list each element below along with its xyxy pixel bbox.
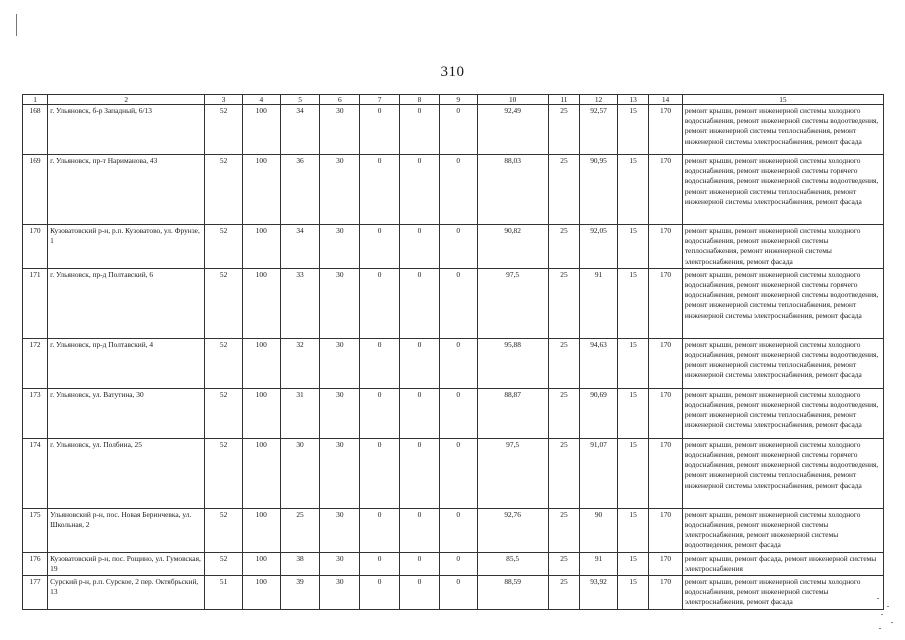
value-cell: 100 — [242, 105, 280, 155]
value-cell: 30 — [320, 105, 360, 155]
table-row — [23, 268, 884, 338]
value-cell: 0 — [360, 576, 400, 610]
value-cell: 0 — [360, 225, 400, 269]
address-cell: Кузоватовский р-н, р.п. Кузоватово, ул. Фрунзе, 1 — [48, 225, 205, 269]
row-number: 177 — [23, 576, 48, 610]
value-cell: 25 — [548, 438, 579, 508]
column-header: 8 — [400, 95, 440, 105]
value-cell: 30 — [320, 552, 360, 575]
value-cell: 30 — [320, 388, 360, 438]
works-cell: ремонт крыши, ремонт фасада, ремонт инженерной системы электроснабжения — [682, 552, 883, 575]
value-cell: 170 — [649, 225, 683, 269]
value-cell: 100 — [242, 552, 280, 575]
table-row — [23, 552, 884, 575]
value-cell: 0 — [439, 225, 477, 269]
value-cell: 0 — [439, 155, 477, 225]
value-cell: 97,5 — [477, 268, 548, 338]
value-cell: 90,95 — [580, 155, 618, 225]
row-number: 175 — [23, 508, 48, 552]
value-cell: 15 — [617, 576, 648, 610]
value-cell: 92,57 — [580, 105, 618, 155]
value-cell: 0 — [400, 576, 440, 610]
scan-margin-mark — [16, 14, 17, 36]
value-cell: 15 — [617, 552, 648, 575]
value-cell: 31 — [280, 388, 320, 438]
value-cell: 88,03 — [477, 155, 548, 225]
value-cell: 170 — [649, 388, 683, 438]
value-cell: 0 — [360, 338, 400, 388]
value-cell: 52 — [205, 105, 243, 155]
column-header: 4 — [242, 95, 280, 105]
works-cell: ремонт крыши, ремонт инженерной системы холодного водоснабжения, ремонт инженерной системы водоотведения, ремонт инженерной системы теплоснабжения, ремонт инженерной системы электроснабжения, ремонт фасада — [682, 105, 883, 155]
value-cell: 52 — [205, 268, 243, 338]
works-cell: ремонт крыши, ремонт инженерной системы холодного водоснабжения, ремонт инженерной системы водоотведения, ремонт инженерной системы теплоснабжения, ремонт инженерной системы электроснабжения, ремонт фасада — [682, 338, 883, 388]
value-cell: 25 — [548, 508, 579, 552]
value-cell: 0 — [439, 268, 477, 338]
table-row — [23, 155, 884, 225]
works-cell: ремонт крыши, ремонт инженерной системы холодного водоснабжения, ремонт инженерной системы горячего водоснабжения, ремонт инженерной системы водоотведения, ремонт инженерной системы теплоснабжения, ремонт инженерной системы электроснабжения, ремонт фасада — [682, 438, 883, 508]
address-cell: г. Ульяновск, ул. Ватутина, 30 — [48, 388, 205, 438]
column-header: 5 — [280, 95, 320, 105]
value-cell: 0 — [439, 508, 477, 552]
value-cell: 15 — [617, 388, 648, 438]
value-cell: 100 — [242, 155, 280, 225]
value-cell: 38 — [280, 552, 320, 575]
value-cell: 15 — [617, 508, 648, 552]
table-body — [23, 105, 884, 610]
value-cell: 92,76 — [477, 508, 548, 552]
value-cell: 30 — [320, 438, 360, 508]
value-cell: 100 — [242, 388, 280, 438]
value-cell: 170 — [649, 268, 683, 338]
column-header: 1 — [23, 95, 48, 105]
value-cell: 0 — [439, 388, 477, 438]
value-cell: 34 — [280, 105, 320, 155]
address-cell: Кузоватовский р-н, пос. Рощино, ул. Гумовская, 19 — [48, 552, 205, 575]
value-cell: 0 — [400, 552, 440, 575]
value-cell: 51 — [205, 576, 243, 610]
value-cell: 100 — [242, 508, 280, 552]
column-header: 11 — [548, 95, 579, 105]
works-cell: ремонт крыши, ремонт инженерной системы холодного водоснабжения, ремонт инженерной системы теплоснабжения, ремонт инженерной системы электроснабжения, ремонт фасада — [682, 225, 883, 269]
row-number: 171 — [23, 268, 48, 338]
column-header: 10 — [477, 95, 548, 105]
value-cell: 25 — [548, 225, 579, 269]
value-cell: 85,5 — [477, 552, 548, 575]
value-cell: 25 — [548, 268, 579, 338]
value-cell: 52 — [205, 388, 243, 438]
value-cell: 0 — [400, 268, 440, 338]
row-number: 172 — [23, 338, 48, 388]
address-cell: г. Ульяновск, пр-д Полтавский, 6 — [48, 268, 205, 338]
value-cell: 170 — [649, 552, 683, 575]
row-number: 168 — [23, 105, 48, 155]
value-cell: 30 — [280, 438, 320, 508]
value-cell: 0 — [360, 552, 400, 575]
value-cell: 0 — [400, 155, 440, 225]
address-cell: Сурский р-н, р.п. Сурское, 2 пер. Октябрьский, 13 — [48, 576, 205, 610]
value-cell: 170 — [649, 155, 683, 225]
address-cell: г. Ульяновск, пр-т Нариманова, 43 — [48, 155, 205, 225]
value-cell: 25 — [548, 552, 579, 575]
value-cell: 91 — [580, 552, 618, 575]
column-header: 6 — [320, 95, 360, 105]
row-number: 170 — [23, 225, 48, 269]
value-cell: 170 — [649, 576, 683, 610]
value-cell: 88,59 — [477, 576, 548, 610]
value-cell: 0 — [439, 338, 477, 388]
value-cell: 0 — [400, 508, 440, 552]
value-cell: 30 — [320, 508, 360, 552]
value-cell: 15 — [617, 225, 648, 269]
works-cell: ремонт крыши, ремонт инженерной системы холодного водоснабжения, ремонт инженерной системы горячего водоснабжения, ремонт инженерной системы водоотведения, ремонт инженерной системы теплоснабжения, ремонт инженерной системы электроснабжения, ремонт фасада — [682, 155, 883, 225]
value-cell: 92,49 — [477, 105, 548, 155]
value-cell: 100 — [242, 268, 280, 338]
value-cell: 52 — [205, 552, 243, 575]
works-cell: ремонт крыши, ремонт инженерной системы холодного водоснабжения, ремонт инженерной системы горячего водоснабжения, ремонт инженерной системы водоотведения, ремонт инженерной системы теплоснабжения, ремонт инженерной системы электроснабжения, ремонт фасада — [682, 268, 883, 338]
header-row — [23, 95, 884, 105]
value-cell: 100 — [242, 438, 280, 508]
value-cell: 0 — [400, 338, 440, 388]
value-cell: 33 — [280, 268, 320, 338]
value-cell: 15 — [617, 438, 648, 508]
value-cell: 92,05 — [580, 225, 618, 269]
value-cell: 52 — [205, 338, 243, 388]
value-cell: 15 — [617, 155, 648, 225]
value-cell: 170 — [649, 438, 683, 508]
value-cell: 0 — [360, 388, 400, 438]
value-cell: 52 — [205, 225, 243, 269]
value-cell: 0 — [360, 105, 400, 155]
value-cell: 95,88 — [477, 338, 548, 388]
value-cell: 0 — [400, 438, 440, 508]
value-cell: 36 — [280, 155, 320, 225]
table-row — [23, 508, 884, 552]
value-cell: 90,69 — [580, 388, 618, 438]
column-header: 15 — [682, 95, 883, 105]
value-cell: 170 — [649, 105, 683, 155]
column-header: 13 — [617, 95, 648, 105]
table-row — [23, 338, 884, 388]
value-cell: 0 — [400, 105, 440, 155]
value-cell: 0 — [360, 438, 400, 508]
value-cell: 100 — [242, 338, 280, 388]
value-cell: 0 — [439, 438, 477, 508]
value-cell: 30 — [320, 155, 360, 225]
value-cell: 34 — [280, 225, 320, 269]
value-cell: 25 — [548, 155, 579, 225]
value-cell: 32 — [280, 338, 320, 388]
table-row — [23, 438, 884, 508]
value-cell: 25 — [548, 388, 579, 438]
column-header: 14 — [649, 95, 683, 105]
row-number: 173 — [23, 388, 48, 438]
column-header: 12 — [580, 95, 618, 105]
value-cell: 90,82 — [477, 225, 548, 269]
works-cell: ремонт крыши, ремонт инженерной системы холодного водоснабжения, ремонт инженерной системы водоотведения, ремонт инженерной системы теплоснабжения, ремонт инженерной системы электроснабжения, ремонт фасада — [682, 388, 883, 438]
value-cell: 0 — [360, 508, 400, 552]
value-cell: 0 — [439, 105, 477, 155]
address-cell: Ульяновский р-н, пос. Новая Беринчевка, ул. Школьная, 2 — [48, 508, 205, 552]
value-cell: 52 — [205, 508, 243, 552]
value-cell: 91 — [580, 268, 618, 338]
value-cell: 25 — [548, 576, 579, 610]
works-cell: ремонт крыши, ремонт инженерной системы холодного водоснабжения, ремонт инженерной системы электроснабжения, ремонт фасада — [682, 576, 883, 610]
value-cell: 100 — [242, 225, 280, 269]
value-cell: 15 — [617, 268, 648, 338]
value-cell: 97,5 — [477, 438, 548, 508]
table-row — [23, 105, 884, 155]
address-cell: г. Ульяновск, ул. Полбина, 25 — [48, 438, 205, 508]
value-cell: 30 — [320, 576, 360, 610]
row-number: 174 — [23, 438, 48, 508]
value-cell: 0 — [360, 155, 400, 225]
address-cell: г. Ульяновск, б-р Западный, 6/13 — [48, 105, 205, 155]
value-cell: 100 — [242, 576, 280, 610]
table-row — [23, 388, 884, 438]
table-row — [23, 225, 884, 269]
registry-table — [22, 94, 884, 610]
value-cell: 52 — [205, 155, 243, 225]
column-header: 3 — [205, 95, 243, 105]
column-header: 9 — [439, 95, 477, 105]
column-header: 7 — [360, 95, 400, 105]
value-cell: 15 — [617, 338, 648, 388]
table-row — [23, 576, 884, 610]
value-cell: 94,63 — [580, 338, 618, 388]
value-cell: 0 — [400, 388, 440, 438]
value-cell: 91,07 — [580, 438, 618, 508]
column-header: 2 — [48, 95, 205, 105]
value-cell: 39 — [280, 576, 320, 610]
value-cell: 0 — [439, 552, 477, 575]
value-cell: 25 — [280, 508, 320, 552]
row-number: 169 — [23, 155, 48, 225]
value-cell: 170 — [649, 508, 683, 552]
value-cell: 25 — [548, 105, 579, 155]
value-cell: 25 — [548, 338, 579, 388]
value-cell: 15 — [617, 105, 648, 155]
value-cell: 52 — [205, 438, 243, 508]
value-cell: 0 — [439, 576, 477, 610]
value-cell: 30 — [320, 338, 360, 388]
value-cell: 30 — [320, 268, 360, 338]
value-cell: 90 — [580, 508, 618, 552]
value-cell: 93,92 — [580, 576, 618, 610]
value-cell: 30 — [320, 225, 360, 269]
value-cell: 0 — [400, 225, 440, 269]
value-cell: 0 — [360, 268, 400, 338]
value-cell: 170 — [649, 338, 683, 388]
scan-noise — [875, 594, 897, 634]
row-number: 176 — [23, 552, 48, 575]
address-cell: г. Ульяновск, пр-д Полтавский, 4 — [48, 338, 205, 388]
page-number: 310 — [440, 64, 465, 80]
value-cell: 88,87 — [477, 388, 548, 438]
works-cell: ремонт крыши, ремонт инженерной системы холодного водоснабжения, ремонт инженерной системы электроснабжения, ремонт инженерной системы водоотведения, ремонт фасада — [682, 508, 883, 552]
